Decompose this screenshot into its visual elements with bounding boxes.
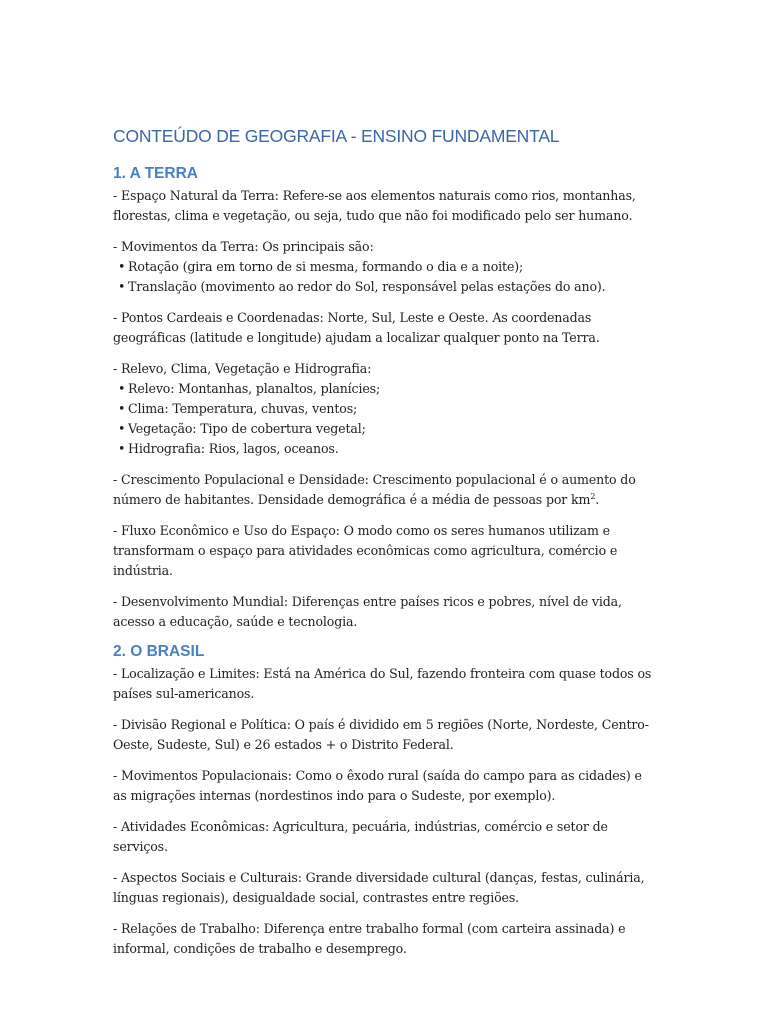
list-item-text: Relevo: Montanhas, planaltos, planícies; xyxy=(128,381,381,396)
list-item-text: Translação (movimento ao redor do Sol, responsável pelas estações do ano). xyxy=(128,279,606,294)
paragraph-localizacao-limites: - Localização e Limites: Está na América do Sul, fazendo fronteira com quase todos os países sul-americanos. xyxy=(113,666,652,701)
bullet-list xyxy=(113,257,658,297)
paragraph-fluxo-economico: - Fluxo Econômico e Uso do Espaço: O modo como os seres humanos utilizam e transformam o espaço para atividades econômicas como agricultura, comércio e indústria. xyxy=(113,523,618,578)
paragraph-pontos-cardeais: - Pontos Cardeais e Coordenadas: Norte, Sul, Leste e Oeste. As coordenadas geográficas (latitude e longitude) ajudam a localizar qualquer ponto na Terra. xyxy=(113,310,600,345)
paragraph-text: - Crescimento Populacional e Densidade: Crescimento populacional é o aumento do número de habitantes. Densidade demográfica é a média de pessoas por km xyxy=(113,472,636,507)
bullet-list xyxy=(113,379,658,459)
paragraph-lead: - Movimentos da Terra: Os principais são: xyxy=(113,239,374,254)
list-item xyxy=(113,419,658,439)
list-item-text: Rotação (gira em torno de si mesma, formando o dia e a noite); xyxy=(128,259,524,274)
paragraph-atividades-economicas: - Atividades Econômicas: Agricultura, pecuária, indústrias, comércio e setor de serviços. xyxy=(113,819,608,854)
paragraph-espaco-natural: - Espaço Natural da Terra: Refere-se aos elementos naturais como rios, montanhas, florestas, clima e vegetação, ou seja, tudo que não foi modificado pelo ser humano. xyxy=(113,188,636,223)
list-item xyxy=(113,439,658,459)
superscript: 2 xyxy=(590,491,596,501)
list-item xyxy=(113,399,658,419)
bullet-icon: • xyxy=(118,259,126,274)
list-item xyxy=(113,379,658,399)
paragraph-relacoes-trabalho: - Relações de Trabalho: Diferença entre trabalho formal (com carteira assinada) e informal, condições de trabalho e desemprego. xyxy=(113,921,626,956)
paragraph-desenvolvimento-mundial: - Desenvolvimento Mundial: Diferenças entre países ricos e pobres, nível de vida, acesso a educação, saúde e tecnologia. xyxy=(113,594,622,629)
section-heading: 2. O BRASIL xyxy=(113,643,205,660)
bullet-icon: • xyxy=(118,381,126,396)
list-item xyxy=(113,277,658,297)
bullet-icon: • xyxy=(118,441,126,456)
list-item-text: Hidrografia: Rios, lagos, oceanos. xyxy=(128,441,339,456)
list-item-text: Vegetação: Tipo de cobertura vegetal; xyxy=(128,421,366,436)
list-item-text: Clima: Temperatura, chuvas, ventos; xyxy=(128,401,358,416)
paragraph-movimentos-populacionais: - Movimentos Populacionais: Como o êxodo rural (saída do campo para as cidades) e as migrações internas (nordestinos indo para o Sudeste, por exemplo). xyxy=(113,768,642,803)
section-heading: 1. A TERRA xyxy=(113,165,198,182)
paragraph-aspectos-sociais: - Aspectos Sociais e Culturais: Grande diversidade cultural (danças, festas, culinária, línguas regionais), desigualdade social, contrastes entre regiões. xyxy=(113,870,645,905)
bullet-icon: • xyxy=(118,279,126,294)
document-body xyxy=(113,124,658,970)
paragraph-divisao-regional: - Divisão Regional e Política: O país é dividido em 5 regiões (Norte, Nordeste, Centro-Oeste, Sudeste, Sul) e 26 estados + o Distrito Federal. xyxy=(113,717,649,752)
bullet-icon: • xyxy=(118,401,126,416)
bullet-icon: • xyxy=(118,421,126,436)
paragraph-relevo-clima xyxy=(113,359,658,459)
section-a-terra xyxy=(113,164,658,632)
paragraph-crescimento-populacional xyxy=(113,470,658,510)
paragraph-lead: - Relevo, Clima, Vegetação e Hidrografia: xyxy=(113,361,372,376)
paragraph-movimentos-terra xyxy=(113,237,658,297)
document-title: CONTEÚDO DE GEOGRAFIA - ENSINO FUNDAMENTAL xyxy=(113,126,560,146)
list-item xyxy=(113,257,658,277)
section-o-brasil xyxy=(113,642,658,959)
paragraph-suffix: . xyxy=(595,492,600,507)
